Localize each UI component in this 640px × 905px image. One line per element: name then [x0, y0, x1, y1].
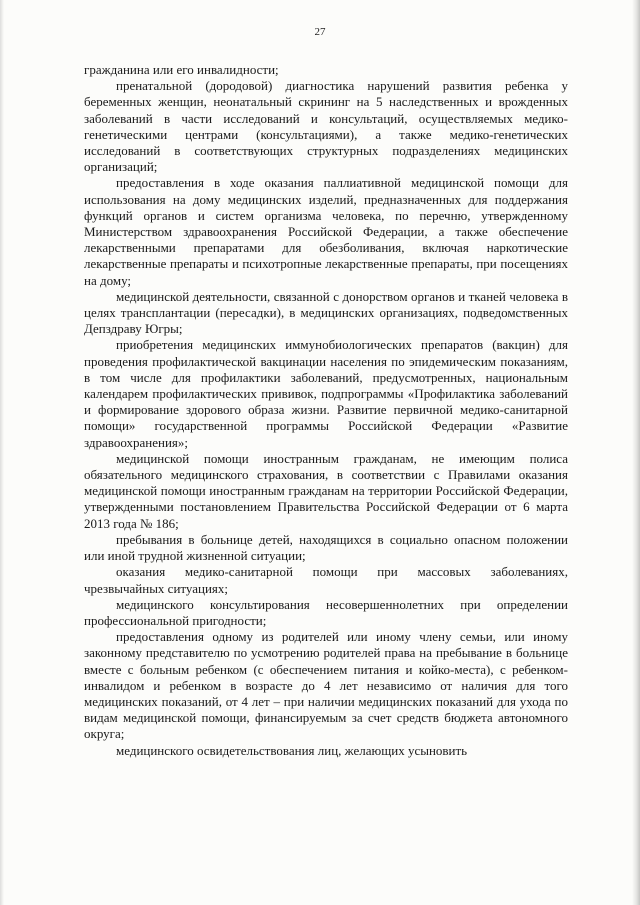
paragraph: предоставления в ходе оказания паллиативной медицинской помощи для использования на дому медицинских изделий, предназначенных для поддержания функций органов и систем организма человека, по перечню, утвержденному Министерством здравоохранения Российской Федерации, а также обеспечение лекарственными препаратами для обезболивания, включая наркотические лекарственные препараты и психотропные лекарственные препараты, при посещениях на дому;	[84, 175, 568, 288]
paragraph: медицинской помощи иностранным гражданам, не имеющим полиса обязательного медицинского страхования, в соответствии с Правилами оказания медицинской помощи иностранным гражданам на территории Российской Федерации, утвержденными постановлением Правительства Российской Федерации от 6 марта 2013 года № 186;	[84, 450, 568, 531]
page-number: 27	[314, 26, 326, 38]
scan-left-edge	[0, 0, 4, 905]
paragraph: оказания медико-санитарной помощи при массовых заболеваниях, чрезвычайных ситуациях;	[84, 564, 568, 596]
paragraph: гражданина или его инвалидности;	[84, 62, 279, 77]
paragraph: медицинского освидетельствования лиц, желающих усыновить	[116, 742, 468, 758]
paragraph: предоставления одному из родителей или иному члену семьи, или иному законному представителю по усмотрению родителей права на пребывание в больнице вместе с больным ребенком (с обеспечением питания и койко-места), с ребенком-инвалидом и ребенком в возрасте до 4 лет независимо от наличия для того медицинских показаний, от 4 лет – при наличии медицинских показаний для ухода по видам медицинской помощи, финансируемым за счет средств бюджета автономного округа;	[84, 629, 568, 742]
paragraph: приобретения медицинских иммунобиологических препаратов (вакцин) для проведения профилактической вакцинации населения по эпидемическим показаниям, в том числе для профилактики заболеваний, предусмотренных, национальным календарем профилактических прививок, подпрограммы «Профилактика заболеваний и формирование здорового образа жизни. Развитие первичной медико-санитарной помощи» государственной программы Российской Федерации «Развитие здравоохранения»;	[84, 337, 568, 450]
paragraph: пренатальной (дородовой) диагностика нарушений развития ребенка у беременных женщин, неонатальный скрининг на 5 наследственных и врожденных заболеваний в части исследований и консультаций, осуществляемых медико-генетическими центрами (консультациями), а также медико-генетических исследований в соответствующих структурных подразделениях медицинских организаций;	[84, 78, 568, 175]
paragraph: медицинской деятельности, связанной с донорством органов и тканей человека в целях трансплантации (пересадки), в медицинских организациях, подведомственных Депздраву Югры;	[84, 288, 568, 337]
paragraph: пребывания в больнице детей, находящихся в социально опасном положении или иной трудной жизненной ситуации;	[84, 531, 568, 564]
document-body	[84, 62, 568, 759]
paragraph: медицинского консультирования несовершеннолетних при определении профессиональной пригодности;	[84, 596, 568, 628]
scan-right-edge	[632, 0, 640, 905]
